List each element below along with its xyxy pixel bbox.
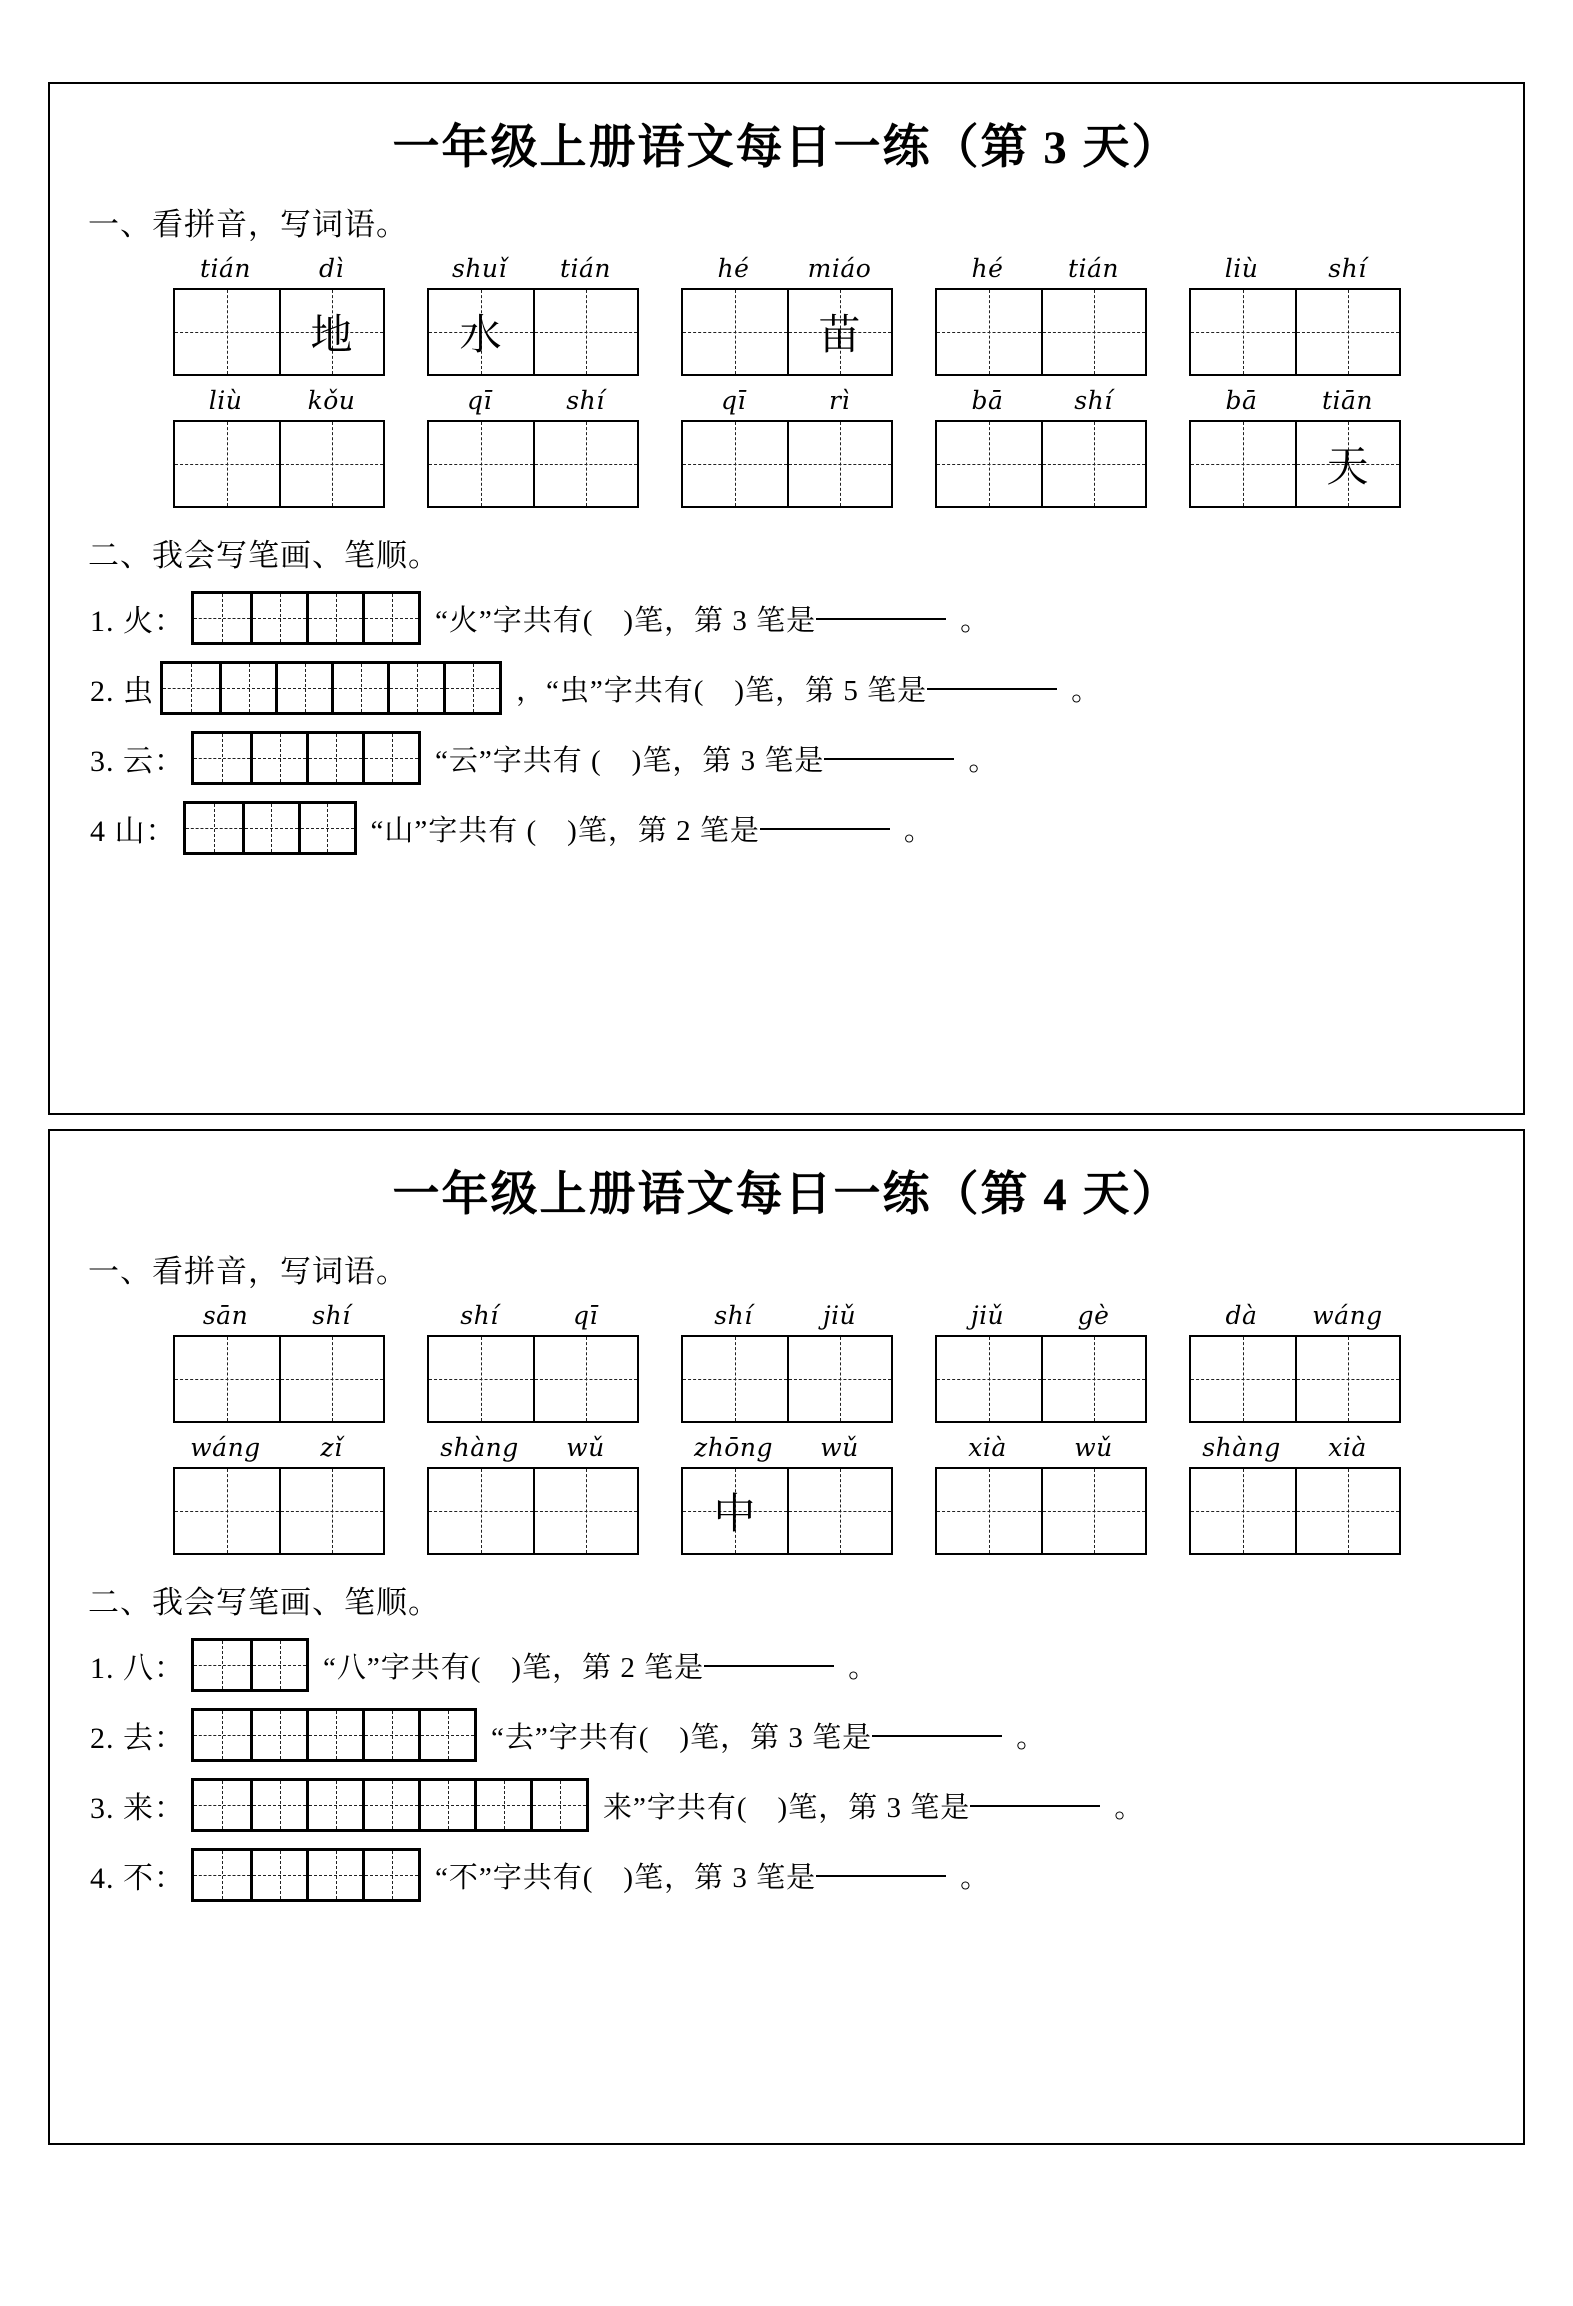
tianzi-cell[interactable]	[787, 290, 891, 374]
stroke-question-after: )笔，第 2 笔是	[511, 1651, 705, 1684]
pinyin-syllable: shí	[714, 1301, 753, 1330]
stroke-box[interactable]	[250, 1851, 306, 1899]
stroke-question-before: “火”字共有(	[435, 604, 594, 637]
word-item	[1189, 254, 1401, 376]
stroke-boxes[interactable]	[191, 1638, 309, 1692]
pinyin-label	[427, 1433, 639, 1462]
answer-blank[interactable]	[816, 1874, 946, 1877]
pinyin-syllable: qī	[721, 386, 746, 415]
pinyin-syllable: shí	[312, 1301, 351, 1330]
tianzi-cell[interactable]	[1041, 290, 1145, 374]
pinyin-syllable: shí	[1074, 386, 1113, 415]
word-item	[173, 254, 385, 376]
tianzi-cell[interactable]	[1295, 422, 1399, 506]
stroke-item	[90, 1778, 1523, 1832]
stroke-box[interactable]	[362, 594, 418, 642]
worksheet-sheet-day3	[48, 82, 1525, 1115]
pinyin-label	[681, 1301, 893, 1330]
tianzi-cell[interactable]	[1295, 1337, 1399, 1421]
stroke-item	[90, 591, 1523, 645]
tianzi-cell[interactable]	[683, 290, 787, 374]
pinyin-syllable: wǔ	[820, 1433, 859, 1462]
stroke-box[interactable]	[418, 1781, 474, 1829]
stroke-item-label: 3. 来：	[90, 1792, 185, 1825]
page-title-day3: 一年级上册语文每日一练（第 3 天）	[392, 122, 1181, 174]
stroke-box[interactable]	[331, 664, 387, 712]
stroke-question-before: “云”字共有 (	[435, 744, 602, 777]
stroke-item-label: 3. 云：	[90, 745, 185, 778]
stroke-question-after: )笔，第 2 笔是	[567, 814, 760, 847]
pinyin-label	[427, 1301, 639, 1330]
stroke-item	[90, 1638, 1523, 1692]
tianzi-cell[interactable]	[1041, 1469, 1145, 1553]
tianzi-grid[interactable]	[173, 1467, 385, 1555]
pinyin-syllable: qī	[573, 1301, 598, 1330]
pinyin-syllable: tián	[559, 254, 612, 283]
answer-blank[interactable]	[760, 827, 890, 830]
stroke-box[interactable]	[418, 1711, 474, 1759]
tianzi-grid[interactable]	[427, 1335, 639, 1423]
pinyin-syllable: miáo	[807, 254, 872, 283]
stroke-item	[90, 1708, 1523, 1762]
stroke-box[interactable]	[362, 1781, 418, 1829]
pinyin-label	[427, 254, 639, 283]
pinyin-syllable: shí	[566, 386, 605, 415]
word-item	[681, 1433, 893, 1555]
pinyin-syllable: xià	[968, 1433, 1007, 1462]
answer-blank[interactable]	[704, 1664, 834, 1667]
stroke-box[interactable]	[194, 1851, 250, 1899]
tianzi-grid[interactable]	[935, 420, 1147, 508]
worksheet-page	[0, 82, 1573, 2306]
stroke-box[interactable]	[250, 594, 306, 642]
word-item	[681, 254, 893, 376]
tianzi-cell[interactable]	[279, 290, 383, 374]
tianzi-grid[interactable]	[427, 420, 639, 508]
stroke-item-label: 4. 不：	[90, 1862, 185, 1895]
pinyin-label	[173, 1433, 385, 1462]
stroke-boxes[interactable]	[191, 1708, 477, 1762]
stroke-question-after: )笔，第 3 笔是	[777, 1791, 971, 1824]
tianzi-cell[interactable]	[937, 1469, 1041, 1553]
tianzi-cell[interactable]	[1041, 422, 1145, 506]
stroke-question-after: )笔，第 3 笔是	[623, 604, 817, 637]
tianzi-grid[interactable]	[173, 1335, 385, 1423]
stroke-box[interactable]	[306, 1711, 362, 1759]
tianzi-char: 天	[1326, 445, 1369, 491]
stroke-box[interactable]	[306, 1781, 362, 1829]
tianzi-cell[interactable]	[683, 1469, 787, 1553]
tianzi-cell[interactable]	[1191, 1469, 1295, 1553]
stroke-box[interactable]	[250, 734, 306, 782]
pinyin-label	[935, 254, 1147, 283]
stroke-box[interactable]	[194, 594, 250, 642]
tianzi-cell[interactable]	[533, 1469, 637, 1553]
pinyin-syllable: bā	[1225, 386, 1258, 415]
stroke-box[interactable]	[194, 1711, 250, 1759]
answer-blank[interactable]	[927, 687, 1057, 690]
stroke-box[interactable]	[474, 1781, 530, 1829]
stroke-box[interactable]	[362, 1851, 418, 1899]
stroke-box[interactable]	[443, 664, 499, 712]
stroke-box[interactable]	[387, 664, 443, 712]
stroke-boxes[interactable]	[160, 661, 502, 715]
stroke-item	[90, 801, 1523, 855]
stroke-question-before: “八”字共有(	[323, 1651, 482, 1684]
tianzi-cell[interactable]	[533, 290, 637, 374]
word-row	[50, 386, 1523, 508]
stroke-boxes[interactable]	[191, 591, 421, 645]
word-item	[173, 386, 385, 508]
pinyin-label	[1189, 1301, 1401, 1330]
stroke-question-after: )笔，第 3 笔是	[623, 1861, 817, 1894]
pinyin-label	[1189, 386, 1401, 415]
tianzi-cell[interactable]	[279, 1469, 383, 1553]
tianzi-grid[interactable]	[681, 420, 893, 508]
stroke-box[interactable]	[250, 1781, 306, 1829]
stroke-box[interactable]	[250, 1641, 306, 1689]
stroke-question-before: “不”字共有(	[435, 1861, 594, 1894]
answer-blank[interactable]	[970, 1804, 1100, 1807]
word-item	[1189, 1301, 1401, 1423]
word-row	[50, 254, 1523, 376]
tianzi-cell[interactable]	[787, 422, 891, 506]
stroke-box[interactable]	[306, 734, 362, 782]
pinyin-syllable: shàng	[1202, 1433, 1281, 1462]
pinyin-syllable: wǔ	[1074, 1433, 1113, 1462]
stroke-item-label: 2. 去：	[90, 1722, 185, 1755]
tianzi-cell[interactable]	[429, 1469, 533, 1553]
stroke-question-after: )笔，第 3 笔是	[679, 1721, 873, 1754]
pinyin-syllable: sān	[202, 1301, 249, 1330]
stroke-item-label: 1. 八：	[90, 1652, 185, 1685]
stroke-box[interactable]	[194, 1641, 250, 1689]
stroke-box[interactable]	[186, 804, 242, 852]
stroke-item	[90, 731, 1523, 785]
tianzi-grid[interactable]	[935, 288, 1147, 376]
tianzi-cell[interactable]	[175, 1469, 279, 1553]
stroke-question-after: )笔，第 3 笔是	[631, 744, 825, 777]
pinyin-label	[681, 386, 893, 415]
pinyin-syllable: rì	[829, 386, 850, 415]
tianzi-cell[interactable]	[1191, 290, 1295, 374]
stroke-box[interactable]	[242, 804, 298, 852]
stroke-boxes[interactable]	[191, 1778, 589, 1832]
section-heading-strokes-day4: 二、我会写笔画、笔顺。	[88, 1585, 440, 1620]
tianzi-cell[interactable]	[1191, 422, 1295, 506]
pinyin-syllable: jiǔ	[970, 1301, 1005, 1330]
tianzi-char: 中	[713, 1492, 756, 1538]
answer-blank[interactable]	[816, 617, 946, 620]
stroke-question-tail: 。	[960, 604, 991, 637]
tianzi-grid[interactable]	[173, 288, 385, 376]
pinyin-syllable: tiān	[1321, 386, 1374, 415]
word-item	[1189, 1433, 1401, 1555]
stroke-box[interactable]	[250, 1711, 306, 1759]
pinyin-syllable: zhōng	[694, 1433, 773, 1462]
section-heading-strokes-day3: 二、我会写笔画、笔顺。	[88, 538, 440, 573]
pinyin-syllable: zǐ	[320, 1433, 343, 1462]
page-title-day4: 一年级上册语文每日一练（第 4 天）	[392, 1169, 1181, 1221]
tianzi-cell[interactable]	[683, 1337, 787, 1421]
stroke-question-before: 来”字共有(	[603, 1791, 748, 1824]
pinyin-syllable: wáng	[190, 1433, 261, 1462]
tianzi-cell[interactable]	[279, 422, 383, 506]
tianzi-cell[interactable]	[279, 1337, 383, 1421]
pinyin-syllable: wáng	[1312, 1301, 1383, 1330]
pinyin-label	[173, 386, 385, 415]
tianzi-cell[interactable]	[1191, 1337, 1295, 1421]
tianzi-grid[interactable]	[427, 1467, 639, 1555]
tianzi-cell[interactable]	[937, 422, 1041, 506]
pinyin-label	[681, 254, 893, 283]
stroke-box[interactable]	[194, 1781, 250, 1829]
pinyin-label	[935, 1301, 1147, 1330]
tianzi-grid[interactable]	[1189, 1335, 1401, 1423]
tianzi-grid[interactable]	[935, 1467, 1147, 1555]
stroke-question-tail: 。	[1071, 674, 1102, 707]
pinyin-label	[1189, 254, 1401, 283]
worksheet-sheet-day4	[48, 1129, 1525, 2145]
pinyin-label	[935, 386, 1147, 415]
word-item	[173, 1433, 385, 1555]
pinyin-syllable: hé	[971, 254, 1004, 283]
tianzi-grid[interactable]	[173, 420, 385, 508]
word-item	[935, 1433, 1147, 1555]
word-row	[50, 1433, 1523, 1555]
tianzi-grid[interactable]	[681, 288, 893, 376]
stroke-box[interactable]	[306, 594, 362, 642]
stroke-question-before: ，“虫”字共有(	[516, 674, 705, 707]
stroke-box[interactable]	[362, 1711, 418, 1759]
tianzi-cell[interactable]	[175, 1337, 279, 1421]
stroke-question-tail: 。	[848, 1651, 879, 1684]
tianzi-grid[interactable]	[1189, 1467, 1401, 1555]
pinyin-syllable: wǔ	[566, 1433, 605, 1462]
pinyin-label	[1189, 1433, 1401, 1462]
pinyin-syllable: liù	[208, 386, 243, 415]
pinyin-syllable: hé	[717, 254, 750, 283]
answer-blank[interactable]	[872, 1734, 1002, 1737]
stroke-question-after: )笔，第 5 笔是	[734, 674, 928, 707]
tianzi-grid[interactable]	[935, 1335, 1147, 1423]
stroke-box[interactable]	[194, 734, 250, 782]
tianzi-grid[interactable]	[681, 1335, 893, 1423]
stroke-question-before: “山”字共有 (	[370, 814, 538, 847]
pinyin-label	[681, 1433, 893, 1462]
tianzi-cell[interactable]	[533, 1337, 637, 1421]
tianzi-cell[interactable]	[429, 290, 533, 374]
tianzi-cell[interactable]	[175, 290, 279, 374]
word-item	[935, 386, 1147, 508]
stroke-item	[90, 1848, 1523, 1902]
section-heading-pinyin-day3: 一、看拼音，写词语。	[88, 207, 408, 242]
section-heading-pinyin-day4: 一、看拼音，写词语。	[88, 1254, 408, 1289]
word-item	[173, 1301, 385, 1423]
tianzi-cell[interactable]	[787, 1337, 891, 1421]
pinyin-syllable: tián	[199, 254, 252, 283]
tianzi-grid[interactable]	[1189, 288, 1401, 376]
pinyin-syllable: shuǐ	[451, 254, 508, 283]
pinyin-syllable: xià	[1328, 1433, 1367, 1462]
stroke-question-tail: 。	[903, 814, 934, 847]
tianzi-char: 地	[310, 313, 353, 359]
tianzi-grid[interactable]	[427, 288, 639, 376]
pinyin-label	[427, 386, 639, 415]
tianzi-char: 水	[459, 313, 502, 359]
stroke-question-tail: 。	[1016, 1721, 1047, 1754]
tianzi-cell[interactable]	[683, 422, 787, 506]
pinyin-syllable: tián	[1067, 254, 1120, 283]
stroke-item-label: 2. 虫	[90, 675, 154, 708]
stroke-box[interactable]	[163, 664, 219, 712]
stroke-question-tail: 。	[1114, 1791, 1145, 1824]
tianzi-cell[interactable]	[533, 422, 637, 506]
pinyin-syllable: gè	[1077, 1301, 1110, 1330]
stroke-box[interactable]	[362, 734, 418, 782]
tianzi-cell[interactable]	[1295, 1469, 1399, 1553]
pinyin-syllable: dì	[319, 254, 344, 283]
stroke-item-label: 4 山：	[90, 815, 177, 848]
tianzi-cell[interactable]	[1295, 290, 1399, 374]
stroke-box[interactable]	[306, 1851, 362, 1899]
stroke-box[interactable]	[298, 804, 354, 852]
pinyin-syllable: qī	[467, 386, 492, 415]
stroke-item	[90, 661, 1523, 715]
pinyin-syllable: liù	[1224, 254, 1259, 283]
word-item	[427, 1433, 639, 1555]
word-item	[427, 1301, 639, 1423]
answer-blank[interactable]	[824, 757, 954, 760]
tianzi-cell[interactable]	[1041, 1337, 1145, 1421]
pinyin-syllable: bā	[971, 386, 1004, 415]
stroke-box[interactable]	[530, 1781, 586, 1829]
stroke-boxes[interactable]	[191, 731, 421, 785]
stroke-boxes[interactable]	[191, 1848, 421, 1902]
pinyin-syllable: kǒu	[307, 386, 356, 415]
word-item	[681, 386, 893, 508]
stroke-item-label: 1. 火：	[90, 605, 185, 638]
tianzi-cell[interactable]	[429, 422, 533, 506]
tianzi-cell[interactable]	[429, 1337, 533, 1421]
word-item	[427, 254, 639, 376]
tianzi-grid[interactable]	[681, 1467, 893, 1555]
tianzi-char: 苗	[818, 313, 861, 359]
stroke-question-tail: 。	[968, 744, 999, 777]
pinyin-label	[935, 1433, 1147, 1462]
word-item	[935, 254, 1147, 376]
word-row	[50, 1301, 1523, 1423]
tianzi-cell[interactable]	[937, 1337, 1041, 1421]
stroke-box[interactable]	[275, 664, 331, 712]
pinyin-label	[173, 254, 385, 283]
word-item	[427, 386, 639, 508]
pinyin-syllable: jiǔ	[822, 1301, 857, 1330]
pinyin-label	[173, 1301, 385, 1330]
stroke-question-before: “去”字共有(	[491, 1721, 650, 1754]
pinyin-syllable: shí	[1328, 254, 1367, 283]
stroke-box[interactable]	[219, 664, 275, 712]
word-item	[935, 1301, 1147, 1423]
pinyin-syllable: dà	[1225, 1301, 1258, 1330]
stroke-question-tail: 。	[960, 1861, 991, 1894]
stroke-boxes[interactable]	[183, 801, 357, 855]
tianzi-cell[interactable]	[787, 1469, 891, 1553]
tianzi-grid[interactable]	[1189, 420, 1401, 508]
pinyin-syllable: shí	[460, 1301, 499, 1330]
tianzi-cell[interactable]	[937, 290, 1041, 374]
tianzi-cell[interactable]	[175, 422, 279, 506]
word-item	[1189, 386, 1401, 508]
word-item	[681, 1301, 893, 1423]
pinyin-syllable: shàng	[440, 1433, 519, 1462]
